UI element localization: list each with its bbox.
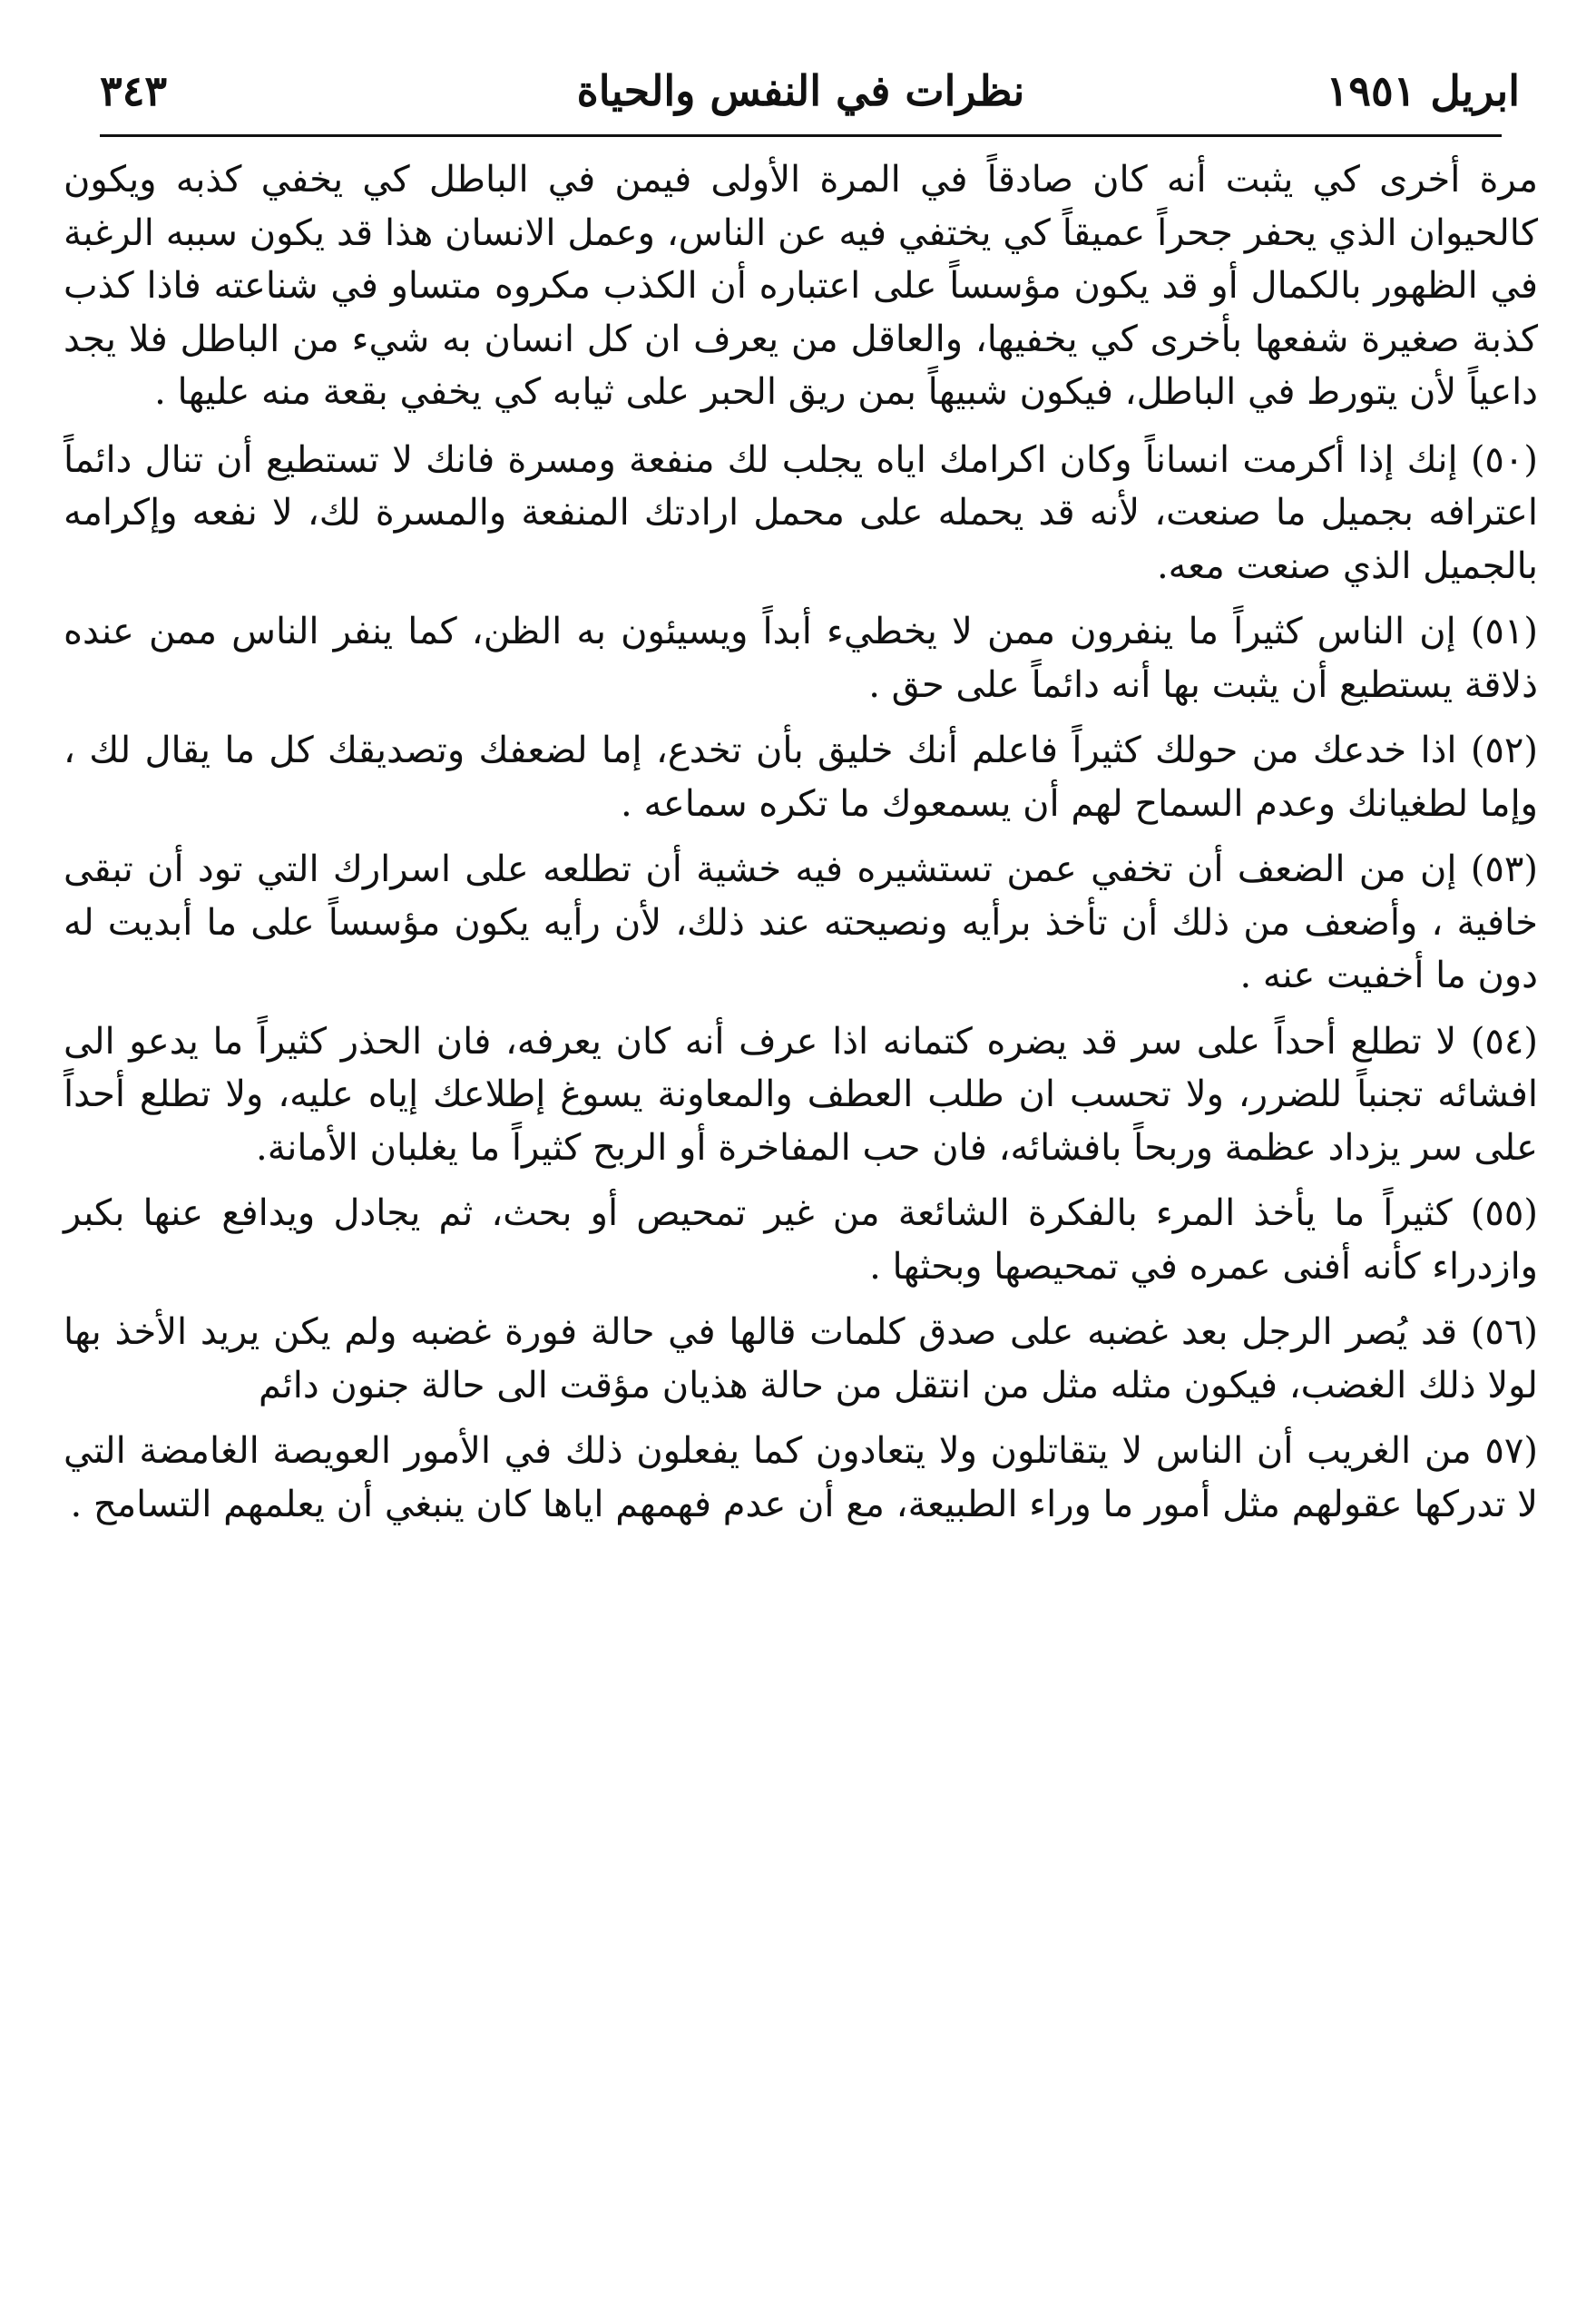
paragraph-50: (٥٠) إنك إذا أكرمت انساناً وكان اكرامك اياه يجلب لك منفعة ومسرة فانك لا تستطيع أن تنال دائماً اعترافه بجميل ما صنعت، لأنه قد يحمله على محمل ارادتك المنفعة والمسرة لك، لا نفعه وإكرامه بالجميل الذي صنعت معه. [64, 438, 1538, 587]
paragraph-57: (٥٧ من الغريب أن الناس لا يتقاتلون ولا يتعادون كما يفعلون ذلك في الأمور العويصة الغامضة التي لا تدركها عقولهم مثل أمور ما وراء الطبيعة، مع أن عدم فهمهم اياها كان ينبغي أن يعلمهم التسامح . [64, 1430, 1538, 1525]
header-date: ابريل ١٩٥١ [1326, 66, 1520, 115]
header-title: نظرات في النفس والحياة [576, 66, 1025, 115]
header-rule [100, 134, 1502, 137]
paragraph-51: (٥١) إن الناس كثيراً ما ينفرون ممن لا يخطيء أبداً ويسيئون به الظن، كما ينفر الناس ممن عنده ذلاقة يستطيع أن يثبت بها أنه دائماً على حق . [64, 611, 1538, 706]
page-body [64, 153, 1538, 1531]
running-header [64, 54, 1538, 127]
page-number: ٣٤٣ [100, 66, 168, 115]
paragraph-56: (٥٦) قد يُصر الرجل بعد غضبه على صدق كلمات قالها في حالة فورة غضبه ولم يكن يريد الأخذ بها لولا ذلك الغضب، فيكون مثله مثل من انتقل من حالة هذيان مؤقت الى حالة جنون دائم [64, 1311, 1538, 1406]
paragraph-54: (٥٤) لا تطلع أحداً على سر قد يضره كتمانه اذا عرف أنه كان يعرفه، فان الحذر كثيراً ما يدعو الى افشائه تجنباً للضرر، ولا تحسب ان طلب العطف والمعاونة يسوغ إطلاعك إياه عليه، ولا تطلع أحداً على سر يزداد عظمة وربحاً بافشائه، فان حب المفاخرة أو الربح كثيراً ما يغلبان الأمانة. [64, 1020, 1538, 1169]
paragraph-continued: مرة أخرى كي يثبت أنه كان صادقاً في المرة الأولى فيمن في الباطل كي يخفي كذبه ويكون كالحيوان الذي يحفر جحراً عميقاً كي يختفي فيه عن الناس، وعمل الانسان هذا قد يكون سببه الرغبة في الظهور بالكمال أو قد يكون مؤسساً على اعتباره أن الكذب مكروه متساو في شناعته فاذا كذب كذبة صغيرة شفعها بأخرى كي يخفيها، والعاقل من يعرف ان كل انسان به شيء من الباطل فلا يجد داعياً لأن يتورط في الباطل، فيكون شبيهاً بمن ريق الحبر على ثيابه كي يخفي بقعة منه عليها . [64, 159, 1538, 413]
paragraph-55: (٥٥) كثيراً ما يأخذ المرء بالفكرة الشائعة من غير تمحيص أو بحث، ثم يجادل ويدافع عنها بكبر وازدراء كأنه أفنى عمره في تمحيصها وبحثها . [64, 1192, 1538, 1288]
paragraph-52: (٥٢) اذا خدعك من حولك كثيراً فاعلم أنك خليق بأن تخدع، إما لضعفك وتصديقك كل ما يقال لك ، وإما لطغيانك وعدم السماح لهم أن يسمعوك ما تكره سماعه . [64, 730, 1538, 825]
paragraph-53: (٥٣) إن من الضعف أن تخفي عمن تستشيره فيه خشية أن تطلعه على اسرارك التي تود أن تبقى خافية ، وأضعف من ذلك أن تأخذ برأيه ونصيحته عند ذلك، لأن رأيه يكون مؤسساً على ما أبديت له دون ما أخفيت عنه . [64, 848, 1538, 996]
book-page [64, 54, 1538, 2269]
